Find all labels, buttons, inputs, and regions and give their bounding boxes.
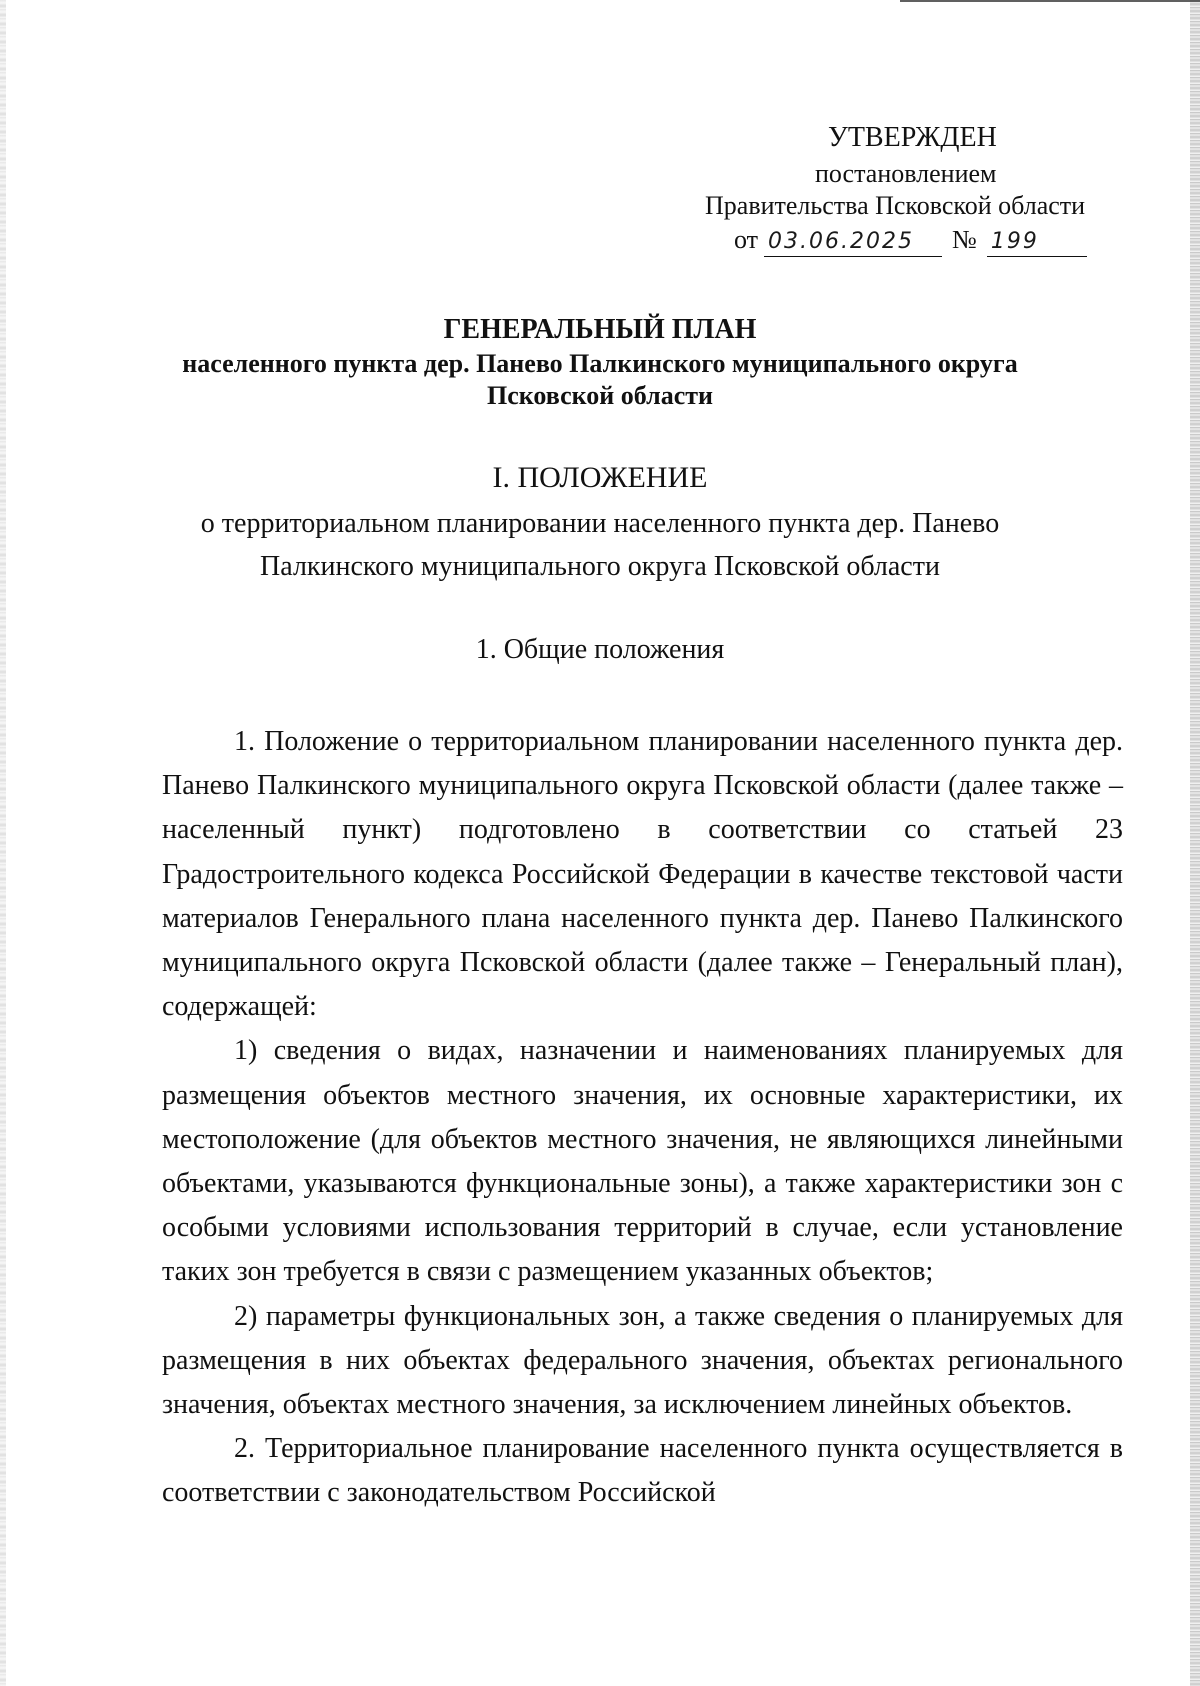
chapter-heading: 1. Общие положения — [475, 634, 725, 665]
approval-from-label: от — [734, 225, 759, 254]
title-main: ГЕНЕРАЛЬНЫЙ ПЛАН — [443, 314, 757, 345]
section-sub-line-2: Палкинского муниципального округа Псковской области — [260, 551, 940, 582]
title-line-2: населенного пункта дер. Панево Палкинского муниципального округа — [182, 349, 1018, 378]
paragraph-2: 1) сведения о видах, назначении и наименованиях планируемых для размещения объектов местного значения, их основные характеристики, их местоположение (для объектов местного значения, не являющихся линейными объектами, указываются функциональные зоны), а также характеристики зон с особыми условиями использования территорий в случае, если установление таких зон требуется в связи с размещением указанных объектов; — [162, 1035, 1123, 1288]
handwritten-date: 03.06.2025 — [764, 228, 942, 257]
title-line-3: Псковской области — [486, 381, 713, 410]
handwritten-number: 199 — [987, 228, 1087, 257]
section-subheading — [150, 502, 1050, 588]
scan-edge-right — [1190, 0, 1200, 1686]
document-title — [150, 312, 1050, 412]
approval-title: УТВЕРЖДЕН — [828, 122, 997, 153]
paragraph-3: 2) параметры функциональных зон, а также сведения о планируемых для размещения в них объектах федерального значения, объектах регионального значения, объектах местного значения, за исключением линейных объектов. — [162, 1300, 1123, 1421]
section-sub-line-1: о территориальном планировании населенного пункта дер. Панево — [200, 508, 1000, 539]
number-sign: № — [952, 225, 977, 254]
body-text — [162, 720, 1123, 1516]
paragraph-1: 1. Положение о территориальном планировании населенного пункта дер. Панево Палкинского муниципального округа Псковской области (далее также – населенный пункт) подготовлено в соответствии со статьей 23 Градостроительного кодекса Российской Федерации в качестве текстовой части материалов Генерального плана населенного пункта дер. Панево Палкинского муниципального округа Псковской области (далее также – Генеральный план), содержащей: — [162, 726, 1123, 1023]
scan-edge-left — [0, 0, 6, 1686]
section-heading: I. ПОЛОЖЕНИЕ — [492, 461, 708, 494]
paragraph-4: 2. Территориальное планирование населенного пункта осуществляется в соответствии с законодательством Российской — [162, 1433, 1123, 1509]
approval-line-decree: постановлением — [815, 159, 997, 188]
scan-edge-top — [900, 0, 1200, 2]
approval-line-government: Правительства Псковской области — [705, 191, 1086, 220]
approval-line-date-number — [734, 223, 1087, 257]
